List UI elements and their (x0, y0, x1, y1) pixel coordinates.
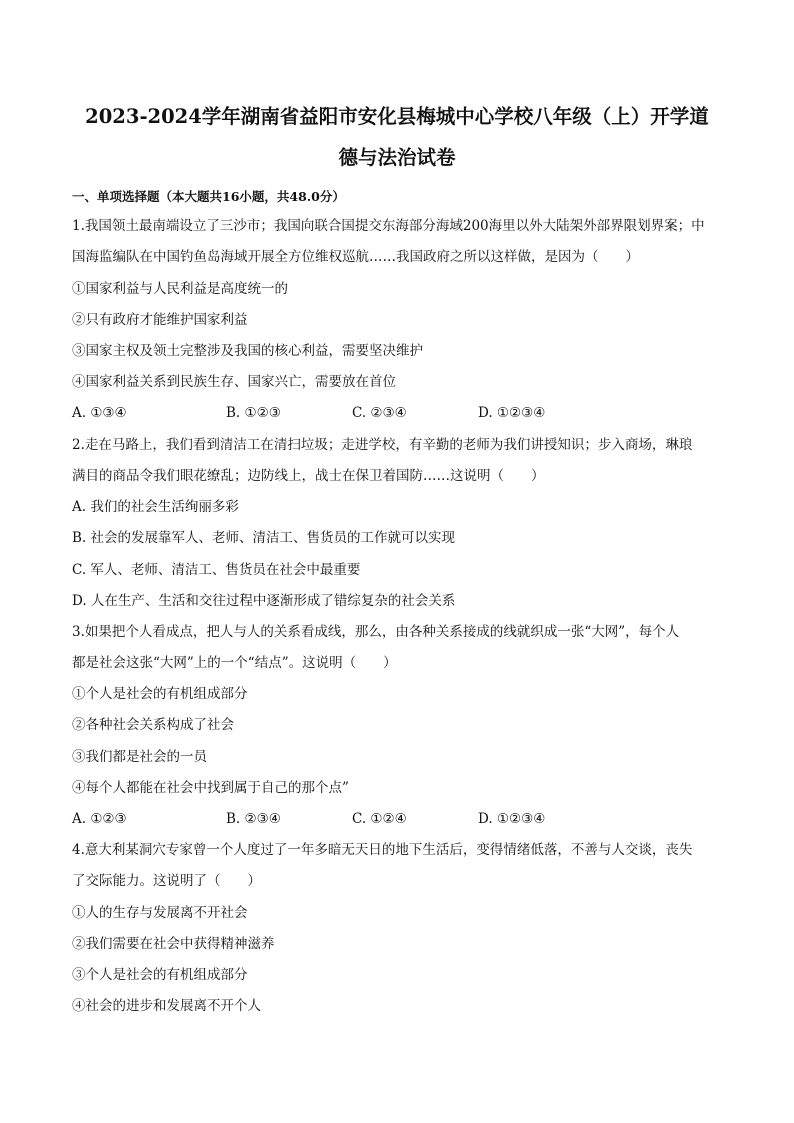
exam-title-line-2: 德与法治试卷 (338, 146, 456, 169)
q3-statement-1: ①个人是社会的有机组成部分 (72, 686, 248, 702)
q4-stem-line-1: 4.意大利某洞穴专家曾一个人度过了一年多暗无天日的地下生活后，变得情绪低落，不善与人交谈，丧失 (72, 842, 693, 858)
q4-statement-3: ③个人是社会的有机组成部分 (72, 967, 248, 983)
q1-statement-1: ①国家利益与人民利益是高度统一的 (72, 281, 288, 297)
q1-option-d: D. ①②③④ (478, 405, 546, 421)
q3-stem-line-2: 都是社会这张“大网”上的一个“结点”。这说明（ ） (72, 655, 397, 671)
q1-statement-4: ④国家利益关系到民族生存、国家兴亡，需要放在首位 (72, 374, 396, 390)
q3-statement-3: ③我们都是社会的一员 (72, 749, 207, 765)
q4-stem-line-2: 了交际能力。这说明了（ ） (72, 873, 261, 889)
q1-stem-line-2: 国海监编队在中国钓鱼岛海域开展全方位维权巡航……我国政府之所以这样做，是因为（ ） (72, 249, 639, 265)
q1-statement-2: ②只有政府才能维护国家利益 (72, 312, 248, 328)
q3-option-c: C. ①②④ (352, 811, 407, 827)
q2-option-d: D. 人在生产、生活和交往过程中逐渐形成了错综复杂的社会关系 (72, 593, 456, 609)
q1-option-c: C. ②③④ (352, 405, 407, 421)
q1-options (72, 404, 732, 422)
q1-statement-3: ③国家主权及领土完整涉及我国的核心利益，需要坚决维护 (72, 343, 423, 359)
q4-statement-4: ④社会的进步和发展离不开个人 (72, 998, 261, 1014)
q2-option-a: A. 我们的社会生活绚丽多彩 (72, 499, 239, 515)
q2-option-b: B. 社会的发展靠军人、老师、清洁工、售货员的工作就可以实现 (72, 530, 456, 546)
q3-statement-2: ②各种社会关系构成了社会 (72, 717, 234, 733)
q1-option-b: B. ①②③ (226, 405, 281, 421)
q3-options (72, 810, 732, 828)
q3-option-a: A. ①②③ (72, 811, 127, 827)
q4-statement-1: ①人的生存与发展离不开社会 (72, 905, 248, 921)
section-heading-single-choice: 一、单项选择题（本大题共16小题，共48.0分） (72, 189, 345, 204)
q3-option-d: D. ①②③④ (478, 811, 546, 827)
q2-option-c: C. 军人、老师、清洁工、售货员在社会中最重要 (72, 562, 361, 578)
exam-title-line-1: 2023-2024学年湖南省益阳市安化县梅城中心学校八年级（上）开学道 (85, 105, 709, 128)
q2-stem-line-1: 2.走在马路上，我们看到清洁工在清扫垃圾；走进学校，有辛勤的老师为我们讲授知识；步入商场，琳琅 (72, 437, 693, 453)
q4-statement-2: ②我们需要在社会中获得精神滋养 (72, 936, 275, 952)
q3-option-b: B. ②③④ (226, 811, 281, 827)
q1-stem-line-1: 1.我国领土最南端设立了三沙市；我国向联合国提交东海部分海域200海里以外大陆架外部界限划界案；中 (72, 218, 705, 234)
q1-option-a: A. ①③④ (72, 405, 127, 421)
q3-stem-line-1: 3.如果把个人看成点，把人与人的关系看成线，那么，由各种关系接成的线就织成一张“大网”，每个人 (72, 624, 680, 640)
q3-statement-4: ④每个人都能在社会中找到属于自己的那个点” (72, 780, 349, 796)
q2-stem-line-2: 满目的商品令我们眼花缭乱；边防线上，战士在保卫着国防……这说明（ ） (72, 468, 545, 484)
